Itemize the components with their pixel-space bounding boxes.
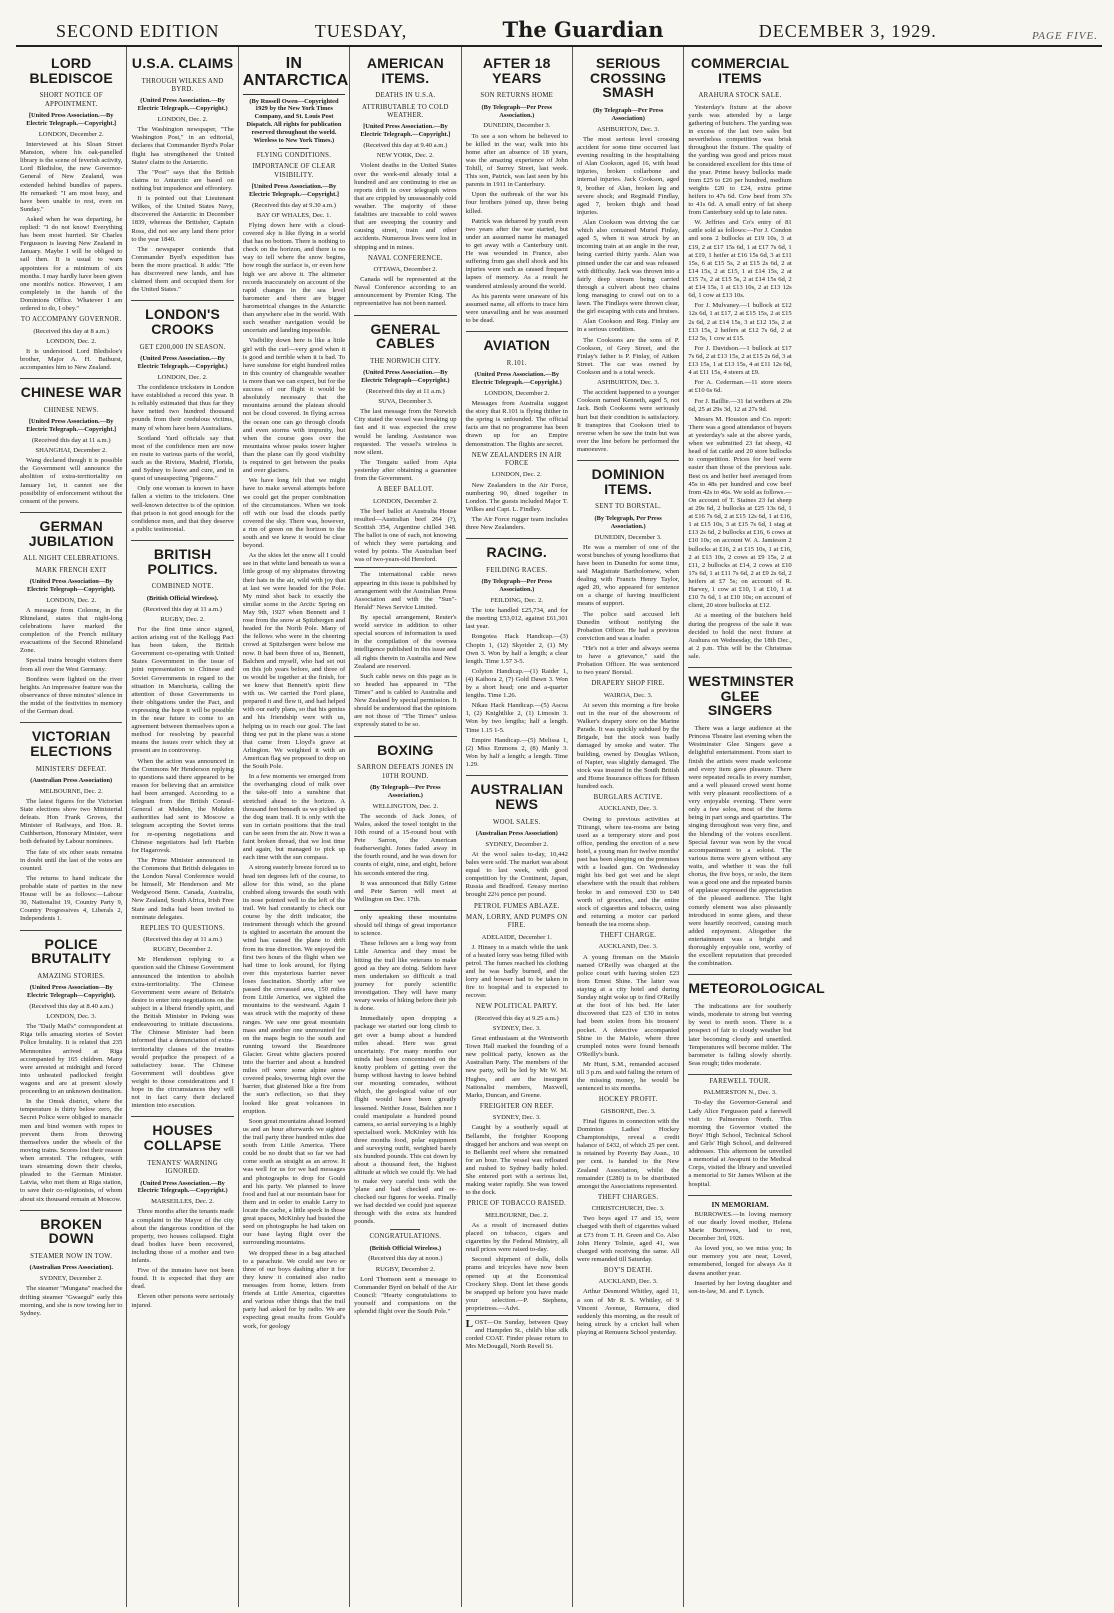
dateline: AUCKLAND, Dec. 3. (598, 805, 658, 813)
received-line: (Received this day at 11 a.m.) (366, 388, 445, 396)
subheading: IN MEMORIAM. (711, 1199, 769, 1209)
paragraph: The returns to hand indicate the probable state of parties in the new House will be as follows:—Labour 30, Nationalist 19, Country Party 9, Country Progressives 4, Liberals 2, Independents 1. (20, 874, 123, 923)
paragraph: The beef ballot at Australia House resulted—Australian beef 264 (?), Scottish 354, Argentine chilled 348. The ballot is one of each, not knowing of which they were partaking and voted by points. The Australian beef was of two-years-old Hereford. (354, 507, 457, 564)
article-racing (466, 542, 568, 776)
paragraph: The Tongatu sailed from Apia yesterday after obtaining a guarantee from the Government. (354, 458, 457, 483)
dateline: SYDNEY, Dec. 3. (492, 1024, 541, 1032)
paragraph: Empire Handicap.—(5) Melissa 1, (2) Miss Emmons 2, (8) Manly 3. Won by half a length; a length. Time 1.29. (465, 736, 568, 769)
subheading: NEW ZEALANDERS IN AIR FORCE (471, 451, 562, 468)
paragraph: Alan Cookson was driving the car which also contained Muriel Finlay, aged 5, when it was struck by an incoming train at an angle in the rear, being carried thirty yards. Alan was pinned under the car and was released with difficulty. Jack was thrown into a fairly deep stream being carried through a culvert about two chains long managing to crawl out on to a lawn. The Findlays were thrown clear, the girl escaping with cuts and bruises. (576, 219, 680, 316)
classified-lost-coat (466, 1315, 568, 1351)
dateline: LONDON, December 2. (484, 389, 550, 397)
article-londons-crooks (131, 304, 233, 541)
article-american-items (354, 53, 456, 316)
paragraph: Three months after the tenants made a complaint to the Mayor of the city about the dangerous condition of the property, two houses collapsed. Eight dead bodies have been recovered, including those of a mother and two infants. (131, 1208, 234, 1265)
article-meteorological (688, 978, 825, 1075)
paragraph: Visibility down here is like a little girl with the curl—very good when it is good and terrible when it is bad. To have sunshine for eight hundred miles in this country of changeable weather is more than we can expect, but for the success of our flight it would be absolutely necessary that the mountains around the plateau should not be cloud covered. In flying across the ocean one can go through clouds and even storms with impunity, but when the course goes over the mountains whose peaks tower higher than the plane can fly good visibility is required to get between the peaks and over glaciers. (242, 337, 346, 475)
headline: RACING. (486, 544, 548, 561)
headline: AMERICAN ITEMS. (366, 55, 444, 86)
dateline: LONDON, December 2. (38, 130, 104, 138)
column-1 (16, 47, 127, 1607)
paragraph: Asked when he was departing, he replied: "I do not know! Everything has been most hurried. Sir Charles Fergusson is leaving New Zealand in January. Maybe I will be obliged to sail then. It is usual to warn appointees for a minimum of six months. I may hardly have been given one month's notice. However, I am completely in the hands of the Dominions Office. Whatever I am ordered to do, I obey." (20, 215, 123, 313)
credit-line: (British Official Wireless). (146, 594, 219, 602)
headline: IN ANTARCTICA (243, 53, 345, 95)
subheading: THEFT CHARGES. (597, 1193, 659, 1201)
dateline: PALMERSTON N., Dec. 3. (703, 1089, 777, 1097)
dateline: WAIROA, Dec. 3. (603, 691, 653, 699)
credit-line: (By Telegraph—Per Press Association.) (370, 783, 441, 799)
headline: DOMINION ITEMS. (591, 466, 665, 497)
subheading: FAREWELL TOUR. (709, 1077, 771, 1085)
paragraph: The police said accused left Dunedin without notifying the Probation Officer. He had a previous conviction and was a loafer. (576, 610, 680, 642)
paragraph: Five of the inmates have not been found. It is expected that they are dead. (131, 1267, 234, 1291)
article-boxing (354, 740, 456, 911)
paragraph: As the skies let the snow all I could see in that white land beneath us was a little group of my shipmates throwing their hats in the air, wild with joy that at last we were headed for the Pole. My mind shot back to exactly the similar scene in the Arctic Spring on May 9th, 1927 when Bennett and I rose from the snow at Spitzbergen and headed for the North Pole. Many of the fellows who were in the cheering crowd at Spitzbergen were below me now. It had been three of us, Bennett, Balchen and myself, who had set out on this job years before, and three of us would be together at the finish, for we knew that Bennett's spirit flew with us. We carried the Ford plane, prepared it and flew it, and had helped with our early plans, so that his genius and his friendship were with us, helping us to reach our goal. The last thing we put in the plane was a stone that came from Lloyd's grave at Arlington. We weighted it with an American flag we proposed to drop on the South Pole. (242, 552, 346, 771)
article-serious-crossing-smash (577, 53, 679, 461)
paragraph: By special arrangement, Reuter's world service in addition to other special sources of information is used in the compilation of the oversea intelligence published in this issue and all rights therein in Australia and New Zealand are reserved. (354, 614, 457, 670)
paragraph: The tote handled £25,734, and for the meeting £53,012, against £61,301 last year. (465, 607, 568, 631)
credit-line: (United Press Association.—By Electric Telegraph.—Copyright.) (137, 97, 228, 113)
paragraph: Mr Henderson replying to a question said the Chinese Government announced the intention to abolish extra-territoriality. The Chinese Government were aware of Britain's desire to enter into negotiations on the subject in a liberal friendly spirit, and the British Minister in Peking was endeavouring to initiate discussions. The Chinese Minister had been informed that a denunciation of extra-territoriality clauses of the treaties would prejudice the prospect of a satisfactory issue. The Chinese Government will doubtless give weight to those considerations and I hope in the circumstances they will not in fact carry their declared intention into execution. (131, 956, 234, 1110)
subheading: GET £200,000 IN SEASON. (139, 343, 226, 351)
column-4 (350, 47, 461, 1607)
subheading: MINISTERS' DEFEAT. (35, 765, 107, 773)
paragraph: He was a member of one of the worst bunches of young hoodlums that have been in Dunedin for some time, said Magistrate Bartholomew, when dealing with Francis Henry Taylor, aged 20, who appeared for sentence on a charge of having insufficient means of support. (576, 543, 680, 608)
paragraph: The accident happened to a younger Cookson named Kenneth, aged 5, not Jack. Both Cooksons were seriously hurt but their condition is satisfactory. It transpires that Cookson tried to reverse when he saw the train but was over the line before he performed the manoeuvre. (576, 389, 680, 453)
dateline: DUNEDIN, December 3. (483, 122, 551, 130)
paragraph: At the wool sales to-day, 10,442 bales were sold. The market was about equal to last week, with good competition by the Continent, Japan, Russia and Bradford. Greasy merino brought 22¼ pence per pound. (465, 850, 568, 899)
credit-line: (United Press Association.—By Electric Telegraph—Copyright.) (361, 369, 450, 385)
credit-line: [United Press Association.—By Electric Telegraph.—Copyright.] (360, 123, 451, 139)
paragraph: We have long felt that we might have to make several attempts before we could get the proper combination of the circumstances. When we took off with our load the clouds partly covered the sky. There was, however, a rim of green on the horizon to the south and we knew it would be clear beyond. (242, 477, 346, 550)
dateline: MELBOURNE, Dec. 2. (485, 1211, 549, 1219)
subheading: NEW POLITICAL PARTY. (475, 1003, 558, 1011)
credit-line: (United Press Association—By Electric Telegraph—Copyright). (26, 984, 116, 1000)
paragraph: Patrick was debarred by youth even two years after the war started, but under an assumed name he managed to get away with a Canterbury unit. He was wounded in France, also suffering from gas shell shock and his injuries were such as caused frequent lapses of memory. As a result he wandered aimlessly around the world. (465, 217, 568, 290)
paragraph: It was announced that Billy Grime and Pete Sarron will meet at Wellington on Dec. 17th. (354, 879, 457, 903)
subheading: IMPORTANCE OF CLEAR VISIBILITY. (252, 163, 336, 179)
paragraph: The Washington newspaper, "The Washington Post," in an editorial, declares that Commander Byrd's Polar flight has strengthened the United States' claim to the Antarctic. (131, 126, 234, 166)
paragraph: The latest figures for the Victorian State elections show two Ministerial defeats. Hon Frank Groves, the Minister of Railways, and Hon. R. Cuthbertson, Honorary Minister, were both defeated by Labour nominees. (20, 797, 123, 846)
subheading: SON RETURNS HOME (480, 92, 554, 100)
article-after-18-years (466, 53, 568, 332)
article-police-brutality (20, 934, 122, 1211)
paragraph: The confidence tricksters in London have established a record this year. It is reliably estimated that thus far they have netted two hundred thousand pounds from their credulous victims, many of whom have been Australians. (131, 384, 234, 432)
received-line: (Received this day at 9.40 a.m.) (363, 142, 448, 150)
columns (16, 47, 1102, 1607)
dateline: CHRISTCHURCH, Dec. 3. (591, 1205, 665, 1213)
subheading: TENANTS' WARNING IGNORED. (147, 1159, 218, 1176)
headline: METEOROLOGICAL (688, 980, 825, 997)
paragraph: Caught by a southerly squall at Bellambi, the freighter Koopong dragged her anchors and was swept on to Bellambi reef where she remained for an hour. The vessel was refloated and rushed to Sydney badly holed. She entered port with a serious list, making water rapidly. She was towed to the dock. (465, 1124, 568, 1197)
paragraph: To-day the Governor-General and Lady Alice Fergusson paid a farewell visit to Palmerston North. This morning the Governor visited the Boys' High School, Technical School and Girls' High School, and delivered addresses. This afternoon he unveiled a memorial at Awapuni to the Medical Corps, visited the library and unveiled a memorial to Sir James Wilson at the hospital. (688, 1099, 792, 1188)
article-german-jubilation (20, 516, 122, 723)
dateline: WELLINGTON, Dec. 2. (372, 802, 439, 810)
dateline: GISBORNE, Dec. 3. (600, 1107, 656, 1115)
article-usa-claims (131, 53, 233, 301)
credit-line: (By Telegraph, Per Press Association.) (594, 514, 662, 530)
paragraph: Only one woman is known to have fallen a victim to the tricksters. One well-known detective is of the opinion that prison is not good enough for the confidence men, and that they deserve a public testimonial. (131, 485, 234, 533)
paragraph: Special trains brought visitors there from all over the West Germany. (20, 657, 123, 673)
paragraph: Great enthusiasm at the Wentworth Town Hall marked the founding of a new political party, known as the Australian Party. The members of the new party, will be led by Mr W. M. Hughes, and are the insurgent Nationalist members, Maxwell, Marks, Duncan, and Greene. (465, 1035, 568, 1099)
headline: HOUSES COLLAPSE (143, 1122, 222, 1154)
headline: COMMERCIAL ITEMS (690, 55, 790, 86)
subheading: ATTRIBUTABLE TO COLD WEATHER. (361, 103, 449, 120)
article-westminster-glee-singers (688, 671, 794, 975)
subheading: THROUGH WILKES AND BYRD. (141, 77, 224, 94)
subheading: R.101. (506, 359, 527, 367)
dateline: ADELAIDE, December 1. (481, 933, 552, 941)
paragraph: As loved you, so we miss you; In our memory you are near, Loved, remembered, longed for always As it dawns another year. (688, 1245, 792, 1277)
subheading: AMAZING STORIES. (37, 972, 106, 980)
column-2 (127, 47, 238, 1607)
paragraph: Nikau Hack Handicap.—(5) Ascoa 1, (2) Knightlike 2, (1) Limosin 3. Won by two lengths; half a length. Time 1.15 1-5. (465, 702, 568, 734)
paragraph: The Prime Minister announced in the Commons that British delegates to the London Naval Conference would be himself, Mr Henderson and Mr Wedgwood Benn. Canada, Australia, New Zealand, South Africa, Irish Free State and India had been invited to nominate delegates. (131, 856, 234, 921)
headline: BOXING (377, 741, 434, 758)
paragraph: These fellows are a long way from Little America and they must be hitting the trail like veterans to make good as they are doing. Seldom have men undertaken so difficult a trail journey for purely scientific investigation. They will have many weary weeks of hiking before their job is done. (354, 940, 457, 1013)
paragraph: For J. Baillie.—31 fat wethers at 29s 6d, 25 at 29s 3d, 12 at 27s 9d. (688, 397, 792, 413)
dateline: AUCKLAND, Dec. 3. (598, 943, 658, 951)
paragraph: Arthur Desmond Whitley, aged 11, a son of Mr R. S. Whitley, of 9 Vincent Avenue, Remuera, died suddenly this morning, as the result of being struck by a cricket ball when playing at Remuera School yesterday. (576, 1288, 680, 1337)
paragraph: When the action was announced in the Commons Mr Henderson replying to questions said there appeared to be reason for believing that an armistice had been arranged. According to a telegram from the British Consul-General at Mukden, the Mukden authorities had sent to Moscow a telegram accepting the Soviet terms for re-opening negotiations and Chinese negotiators had left Harbin for Hagarovsk. (131, 757, 234, 854)
dateline: SYDNEY, December 2. (39, 1275, 103, 1283)
credit-line: (By Russell Owen—Copyrighted 1929 by the New York Times Company, and St. Louis Post Dispatch. All rights for publication reserved throughout the world. Wireless to New York Times.) (246, 97, 342, 144)
subheading: CHINESE NEWS. (43, 406, 99, 414)
paragraph: The indications are for southerly winds, moderate to strong but veering by west to north soon. There is a prospect of fair to cloudy weather but later becoming cloudy and unsettled. Temperatures will become milder. The barometer is falling slowly shortly. Seas rough; tides moderate. (688, 1003, 792, 1067)
article-general-cables (354, 319, 456, 737)
page-number: PAGE FIVE. (1031, 30, 1098, 42)
article-aviation (466, 335, 568, 539)
paragraph: A young fireman on the Maiolo named O'Reilly was charged at the police court with having stolen £23 from Ernest Shine. The latter was staying at a city hotel and during Sunday night woke up to find O'Reilly at the foot of his bed. He later discovered that £23 of £30 in notes had been stolen from his trousers' pocket. A detective accompanied Shine to the Maiolo, where three crumpled notes were found beneath O'Reilly's bunk. (576, 953, 680, 1058)
headline: POLICE BRUTALITY (31, 935, 112, 967)
paragraph: The fate of six other seats remains in doubt until the last of the votes are counted. (20, 848, 123, 872)
paragraph: Scotland Yard officials say that most of the confidence men are now en route to various parts of the world, such as the Riviera, Madrid, Florida, and Sydney to leave and cure, and in quest of unsuspecting "pigeons." (131, 434, 234, 483)
paragraph: A strong easterly breeze forced us to head ten degrees left of the course, to allow for this wind, so the plane crabbed along towards the south with its nose pointed well to the left of the trail. We had constantly to check our course by the drift indicator, the instrument through which the ground is sighted to ascertain the amount the wind has caused the plane to drift from its true direction. We enjoyed the first two hours of the flight when we had time to look around, for flying over this mysterious barrier never loses fascination. Shortly after we passed the crevassed area, 150 miles from Little America, we sighted the mountains to the westward. Again I was struck with the majority of these ranges. We saw one great mountain mass and another one unmounted for on the maps begin to the south and running toward the Beardmore Glacier. Great white glaciers poured into the barrier and about a hundred miles off were some alpine snow covered peaks, towering high over the barrier, that glistened like a fire from the sun's reflection, so that they looked like great volcanoes in eruption. (242, 864, 346, 1115)
received-line: (Received this day at 9.30 a.m.) (252, 201, 336, 209)
paragraph: Messrs M. Houston and Co. report: There was a good attendance of buyers at yesterday's sale at the above yards, when we submitted 23 fat sheep, 42 head of fat cattle and 20 store bullocks to competition. Prices for beef were easier than those of the previous sale. Best ox and heifer beef averaged from 45s to 48s per hundred and cow beef from 42s to 46s. We sold as follows.—On account of T. Staines 23 fat sheep at 29s 6d, 2 bullocks at £25 13s 6d, 1 at £16 7s 6d, 2 at £15 12s 6d, 1 at £16, 1 at £15 10s, 3 at £15 7s 6d, 1 stag at £13 2s 6d, 2 bullocks at £16, 6 cows at £10 10s; on account W. A. Jamieson 2 bullocks at £16, 2 at £15 10s, 1 at £16, 2 at £13 10s, 2 cows at £9 15s, 2 at £11, 2 bullocks at £14, 2 cows at £10 17s 6d, 1 at £11 7s 6d, 2 at £9 2s 6d, 2 heifers at £7 5s; on account of R. Harvey, 1 cow at £10, 1 at £10, 1 at £10 7s 6d, 1 at £10 10s; on account of client, 20 store bullocks at £12. (688, 415, 792, 610)
paragraph: Bonfires were lighted on the river heights. An impressive feature was the observance of three minutes' silence in the midst of the festivities in memory of the German dead. (20, 675, 123, 716)
subheading: SARRON DEFEATS JONES IN 10TH ROUND. (357, 764, 454, 780)
paragraph: Yesterday's fixture at the above yards was attended by a large gathering of butchers. The yarding was in excess of the last two sales but nevertheless competition was brisk throughout the fixture. The quality of the yarding was good and prices must be considered excellent for this time of the year. Prime heavy bullocks made from £25 to £26 per hundred, medium weights £20 to £24, extra prime heifers to 47s 6d. Cow beef from 37s to 41s 6d. A small entry of fat sheep from Canterbury sold up to late rates. (688, 103, 792, 217)
subheading: MAN, LORRY, AND PUMPS ON FIRE. (466, 913, 568, 930)
credit-line: [United Press Association.—By Electric Telegraph.—Copyright.] (248, 182, 339, 198)
received-line: (Received this day at 11 a.m.) (143, 936, 222, 944)
paragraph: BURROWES.—In loving memory of our dearly loved mother, Helena Marie Burrowes, laid to rest, December 3rd, 1926. (688, 1210, 792, 1243)
subheading: BOY'S DEATH. (603, 1267, 653, 1274)
drop-cap: L (465, 1318, 473, 1331)
credit-line: (By Telegraph—Per Press Association) (592, 107, 664, 122)
dateline: BAY OF WHALES, Dec. 1. (256, 211, 332, 219)
dateline: LONDON, Dec. 2. (157, 373, 208, 381)
paragraph: The newspaper contends that Commander Byrd's expedition has been the more practical. It adds: "He has discovered new lands, and has claimed them and occupied them for the United States." (131, 245, 234, 294)
paragraph: The "Daily Mail's" correspondent at Riga tells amazing stories of Soviet Police brutality. It is related that 235 Mennonites arrived at Riga accompanied by 165 children. Many were arrested at midnight and forced into unheated padlocked freight wagons and are at present slowly proceeding to an unknown destination. (20, 1023, 123, 1096)
paragraph: J. Hinsey in a match while the tank of a heated lorry was being filled with petrol. The fumes reached his clothing and he was badly burned, and the lorry and bowser had to be taken in fire to hospital and is expected to recover. (465, 943, 568, 1000)
subheading: CONGRATULATIONS. (369, 1233, 442, 1241)
paragraph: Flying down here with a cloud-covered sky is like flying in a world that has no bottom. There is nothing to check on the horizon, and there is no way to tell where the snow begins, how rough the surface is, or even how high we are above it. The altimeter records inaccurately on account of the rapid changes in the sea level barometer and there are bigger barometrical changes in the Antarctic than anywhere else in the world. With such weather navigation would be uncertain and landing impossible. (242, 221, 346, 335)
credit-line: (Australian Press Association). (29, 1264, 113, 1272)
headline: SERIOUS CROSSING SMASH (590, 55, 667, 101)
dateline: ASHBURTON, Dec. 3. (597, 125, 660, 133)
paragraph: Second shipment of dolls, dolls prams and tricycles have now been opened up at the Economical Crockery Shop. Dont let these goods be snapped up before you have made your selection.—P. Stephens, proprietress.—Advt. (465, 1256, 568, 1312)
received-line: (Received this day at 8 a.m.) (33, 327, 109, 335)
article-dominion-items (577, 464, 679, 1337)
dateline: MELBOURNE, Dec. 2. (39, 787, 103, 795)
credit-line: (United Press Association—By Electric Telegraph—Copyright). (26, 577, 116, 593)
paragraph: The last message from the Norwich City stated the vessel was breaking up fast and it was expected the crew would be landing. Assistance was requested. The vessel's wireless is now silent. (354, 408, 457, 456)
credit-line: (British Official Wireless.) (369, 1244, 442, 1252)
article-victorian-elections (20, 726, 122, 930)
article-lord-bledisloe (20, 53, 122, 379)
headline: CHINESE WAR (20, 384, 122, 401)
subheading: WOOL SALES. (492, 818, 541, 826)
article-australian-news (466, 779, 568, 1351)
credit-line: [United Press Association.—By Electric Telegraph.—Copyright.] (26, 418, 117, 434)
paragraph: At seven this morning a fire broke out in the rear of the showroom of Walker's drapery store on the Marine Parade. It was quickly subdued by the Brigade, but the stock was badly damaged by smoke and water. The building, owned by Douglas Wilson, of Napier, was slightly damaged. The stock was insured in the South British and Home Insurance offices for fifteen hundred each. (576, 701, 680, 790)
subheading: FREIGHTER ON REEF. (479, 1102, 554, 1110)
subheading: FLYING CONDITIONS. (256, 151, 332, 159)
paragraph: Final figures in connection with the Dominion Ladies' Hockey Championships, reveal a credit balance of £432, of which 25 per cent. is retained by Poverty Bay Assn., 10 per cent. is handed to the New Zealand Association, whilst the remainder (£280) is to be distributed amongst the Associations represented. (576, 1117, 680, 1190)
headline: LORD BLEDISCOE (29, 55, 113, 86)
dateline: SUVA, December 3. (378, 398, 433, 406)
subheading: HOCKEY PROFIT. (598, 1096, 658, 1104)
paragraph: The seconds of Jack Jones, of Wales, asked the towel tonight in the 10th round of a 15-round bout with Pete Sarron, the American featherweight. Jones faded away in the fourth round, and he was down for counts of eight, nine, and eight, before his seconds entered the ring. (354, 812, 457, 877)
paragraph: For J. Davidson.—1 bullock at £17 7s 6d, 2 at £13 15s, 2 at £15 2s 6d, 3 at £13 15s, 1 at £13 15s, 4 at £11 12s 6d, 4 at £11 15s, 4 steers at £9. (688, 344, 792, 377)
issue-day: TUESDAY, (314, 21, 408, 41)
paragraph: New Zealanders in the Air Force, numbering 90, dined together in London. The guests included Major T. Wilkes and Capt. L. Findley. (465, 481, 568, 513)
dateline: AUCKLAND, Dec. 3. (598, 1278, 658, 1286)
paragraph: In a few moments we emerged from the overhanging cloud of milk over the take-off into a sunshine that stretched ahead to the horizon. A thousand feet beneath us we picked up the dog team trail. It is only with the sun in certain positions that the trail can be seen from the air. Now it was a faint broken thread, that we lost time and again, but managed to pick up each time with the sun compass. (242, 773, 346, 862)
dateline: LONDON, Dec. 2. (491, 471, 542, 479)
subheading: NAVAL CONFERENCE. (367, 254, 443, 262)
headline: AVIATION (483, 337, 550, 354)
dateline: OTTAWA, December 2. (373, 265, 438, 273)
classified-text: OST—On Sunday, between Quay and Hampden St., child's blue silk corded COAT. Finder please return to Mrs McDougall, North Revell St. (465, 1319, 568, 1350)
paragraph: Alan Cookson and Reg. Finlay are in a serious condition. (576, 318, 680, 334)
paragraph: Lord Thomson sent a message to Commander Byrd on behalf of the Air Council: "Hearty congratulations to yourself and companions on the splendid flight over the South Pole." (354, 1275, 457, 1316)
received-line: (Received this day at 9.25 a.m.) (474, 1014, 559, 1022)
article-antarctica-continued (354, 914, 456, 1316)
credit-line: (United Press Association.—By Electric Telegraph.—Copyright.) (137, 1179, 228, 1195)
subheading: SENT TO BORSTAL. (595, 503, 662, 511)
in-memoriam-notice (688, 1200, 791, 1296)
received-line: (Received this day at noon.) (368, 1255, 443, 1263)
credit-line: (United Press Association.—By Electric Telegraph.—Copyright.) (471, 371, 562, 387)
dateline: SYDNEY, December 2. (485, 840, 549, 848)
dateline: RUGBY, December 2. (152, 946, 213, 954)
paragraph: Two boys aged 17 and 15, were charged with theft of cigarettes valued at £73 from T. H. Green and Co. Also John Henry Tolmie, aged 41, was charged with receiving the same. All were remanded till Saturday. (576, 1215, 680, 1263)
issue-date: DECEMBER 3, 1929. (758, 21, 937, 41)
dateline: LONDON, Dec. 2. (46, 337, 97, 345)
paragraph: Canada will be represented at the Naval Conference according to an announcement by Premier King. The representative has not been named. (354, 276, 457, 308)
credit-line: (By Telegraph—Per Press Association.) (481, 578, 552, 594)
subheading: DRAPERY SHOP FIRE. (591, 680, 665, 688)
headline: AUSTRALIAN NEWS (470, 781, 564, 812)
paper-logo: The Guardian (502, 17, 664, 42)
paragraph: The "Post" says that the British claims to Antarctic are based on nothing but impudence and effrontery. (131, 168, 234, 193)
paragraph: In the Omsk district, where the temperature is thirty below zero, the Secret Police were obliged to manacle men and bind women with ropes to prevent them from throwing themselves under the wheels of the moving trains. Scores lost their reason when arrested. The refugees, with tears streaming down their cheeks, pleaded to the German Minister. Latvia, who met them at Riga station, to save their co-religionists, of whom about six thousand remain at Moscow. (20, 1098, 123, 1203)
subheading: A BEEF BALLOT. (376, 486, 434, 494)
article-broken-down (20, 1214, 122, 1318)
dateline: LONDON, Dec. 2. (46, 596, 97, 604)
subheading: THEFT CHARGE. (600, 932, 657, 940)
subheading: STEAMER NOW IN TOW. (30, 1253, 113, 1261)
paragraph: The Air Force rugger team includes three New Zealanders. (465, 515, 568, 532)
article-houses-collapse (131, 1120, 233, 1309)
subheading: THE NORWICH CITY. (370, 357, 441, 365)
dateline: RUGBY, Dec. 2. (160, 615, 205, 623)
paragraph: There was a large audience at the Princess Theatre last evening when the Westminster Glee Singers gave a delightful entertainment. From start to finish the artists were made welcome and every item gave pleasure. There were repeated recalls to every number, and a well pleased crowd went home with very pleasant recollections of a very enjoyable evening. There were only a few solos, most of the items being in part songs and quartettes. The singing throughout was very fine, and the blending of the voices excellent. Special favour was won by the vocal accompaniment to a soloist. The various items were given without any waits, and whether it was the full chorus, the five boys, or solo, the item was a good one and the repeated bursts of applause expressed the appreciation of the pleased audience. The light comedy element was also pleasantly introduced in some glees, and these were heartily received, causing much added enjoyment. Altogether the entertainment was a bright and thoroughly enjoyable one, worthy of the excellent reputation that preceded the combination. (688, 725, 792, 968)
column-3 (239, 47, 350, 1607)
article-british-politics (131, 544, 233, 1117)
dateline: SHANGHAI, December 2. (35, 447, 107, 455)
dateline: LONDON, Dec. 2. (157, 116, 208, 124)
paragraph: It is pointed out that Lieutenant Wilkes, of the United States Navy, discovered the Antarctic in December 1839, whereas the Britisher, Captain Ross, did not see any land there prior to the year 1840. (131, 195, 234, 243)
received-line: (Received this day at 8.40 a.m.) (29, 1003, 114, 1011)
paragraph: Interviewed at his Sloan Street Mansion, where his oak-panelled library is the scene of feverish activity, Lord Bledisloe, the new Governor-General of New Zealand, was extended behind bundles of papers. He remarked: "I am most busy, and have been unable to rest, even on Sunday." (20, 140, 123, 213)
headline: GERMAN JUBILATION (28, 517, 114, 549)
article-commercial-items (688, 53, 791, 668)
dateline: ASHBURTON, Dec. 3. (597, 379, 660, 387)
paragraph: Immediately upon dropping a package we started our long climb to get over a bump about a hundred miles ahead. Here was great uncertainty. For many months our minds had been concentrated on the knotty problem of getting over the hump without having to leave behind our mounting comrades, without which, the geological value of our flight would have been greatly lessened. Neither Josse, Balchen nor I could manipulate a hundred pound camera, so aerial surveying is a highly specialised work. McKinley with his three months food, polar equipment and surveying outfit, weighted barely six hundred pounds. This cut down by about a thousand feet, the highest altitude at which we could fly. We had to make very careful tests with the 'plane and had checked and re-checked our figures for weeks. Finally we had decided we could just squeeze through with the extra six hundred pounds. (354, 1015, 457, 1226)
dateline: SYDNEY, Dec. 3. (492, 1114, 541, 1122)
subheading: ARAHURA STOCK SALE. (698, 92, 782, 100)
paragraph: Colyton Handicap.—(1) Raider 1, (4) Kaihora 2, (7) Gold Dawn 3. Won by a short head; one and a-quarter lengths. Time 1.26. (465, 667, 568, 700)
credit-line: (By Telegraph—Per Press Association.) (481, 103, 552, 119)
paragraph: For J. Mulvaney.—1 bullock at £12 12s 6d, 1 at £17, 2 at £15 15s, 2 at £15 2s 6d, 2 at £14 15s, 3 at £12 15s, 2 at £13 15s, 2 heifers at £12 7s 6d, 2 at £12 5s, 1 cow at £15. (688, 302, 792, 342)
paragraph: Eleven other persons were seriously injured. (131, 1293, 234, 1309)
dateline: LONDON, December 2. (372, 497, 438, 505)
subheading: TO ACCOMPANY GOVERNOR. (20, 316, 122, 324)
subheading: MARK FRENCH EXIT (35, 566, 107, 574)
paragraph: It is understood Lord Bledisloe's brother, Major A. H. Bathurst, accompanies him to New Zealand. (20, 347, 123, 372)
paragraph: Messages from Australia suggest the story that R.101 is flying thither in the spring is unfounded. The official facts are that no programme has been drawn up for an Empire demonstration. The flights are secret. (465, 400, 568, 448)
paragraph: The international cable news appearing in this issue is published by arrangement with the Australian Press Association and with the "Sun"-Herald" News Service Limited. (354, 571, 457, 611)
subheading: COMBINED NOTE. (151, 583, 214, 591)
paragraph: We dropped these in a bag attached to a parachute. We could see two or three of our boys dashing after it for they knew it contained also radio messages from home, letters from friends at Little America, cigarettes and various other things that the trail party had asked for by radio. We are expecting great results from Gould's work, for geology (242, 1249, 346, 1330)
headline: LONDON'S CROOKS (145, 306, 221, 338)
paragraph: Rongotea Hack Handicap.—(3) Chopin 1, (12) Skyrider 2, (1) My Own 3. Won by half a length; a clear length. Time 1.57 3-5. (465, 633, 568, 665)
headline: BROKEN DOWN (40, 1215, 103, 1247)
article-in-antarctica (242, 53, 349, 1331)
paragraph: As a result of increased duties placed on tobacco, cigars and cigarettes by the Federal Ministry, all retail prices were raised to-day. (465, 1221, 568, 1254)
dateline: NEW YORK, Dec. 2. (376, 152, 434, 160)
paragraph: To see a son whom he believed to be killed in the war, walk into his home after an absence of 18 years, was the amazing experience of John Tohill, of Surrey Street, last week. This son, Patrick, was last seen by his parents in 1911 in Canterbury. (465, 132, 568, 189)
headline: WESTMINSTER GLEE SINGERS (688, 673, 794, 719)
subheading: FEILDING RACES. (486, 566, 548, 574)
paragraph: As his parents were unaware of his assumed name, all efforts to trace him were unavailing and he was assumed to be dead. (465, 292, 568, 324)
dateline: DUNEDIN, December 3. (594, 533, 662, 541)
subheading: DEATHS IN U.S.A. (375, 92, 436, 100)
column-5 (462, 47, 573, 1607)
paragraph: Owing to previous activities at Titirangi, where tea-rooms are being used as a temporary store and post office, pending the erection of a new hotel, a young man for twelve months' past has been sleeping on the premises with a loaded gun. On Wednesday night his bed got wet and he slept elsewhere with the result that robbers broke in and removed £30 to £40 worth of groceries, and the entire stock of cigarettes and tobacco, using and returning a motor car parked beneath the tea rooms shop. (576, 815, 680, 928)
paragraph: The most serious level crossing accident for some time occurred last evening resulting in the hospitalising of Alan Cookson, aged 16, with head injuries, broken collarbone and internal injuries. Jack Cookson, aged 9, brother of Alan, broken leg and severe shock; and Reginald Findlay, aged 7, broken thigh and head injuries. (576, 135, 680, 216)
paragraph: For A. Cederman.—11 store steers at £10 6s 6d. (688, 379, 792, 395)
paragraph: only speaking these mountains should tell things of great importance to science. (354, 914, 457, 938)
headline: U.S.A. CLAIMS (131, 55, 234, 71)
subheading: REPLIES TO QUESTIONS. (140, 924, 225, 932)
credit-line: [United Press Association.—By Electric Telegraph.—Copyright.] (26, 112, 117, 127)
dateline: MARSEILLES, Dec. 2. (151, 1198, 214, 1206)
article-body (20, 141, 122, 313)
column-7 (684, 47, 825, 1607)
credit-line: (United Press Association.—By Electric Telegraph.—Copyright.) (137, 355, 228, 371)
dateline: RUGBY, December 2. (375, 1265, 435, 1273)
masthead (16, 0, 1102, 47)
paragraph: W. Jeffries and Co's entry of 81 cattle sold as follows:—For J. Condon and sons 2 bullocks at £19 10s, 3 at £19, 2 at £17 15s 6d, 1 at £17 7s 6d, 1 at £19, 1 heifer at £16 15s 6d, 3 at £11 15s, 6 at £15 5s, 2 at £15 2s 6d, 2 at £14 15s, 2 at £15, 1 at £14 15s, 2 at £15 7s, 2 at £15 5s, 2 at £14 15s 6d, 2 at £14 15s, 1 at £13 10s, 2 at £13 12s 6d, 1 cow at £13 10s. (688, 219, 792, 300)
paragraph: Upon the outbreak of the war his four brothers joined up, three being killed. (465, 191, 568, 215)
subheading: ALL NIGHT CELEBRATIONS. (23, 555, 120, 563)
dateline: FEILDING, Dec. 2. (490, 596, 544, 604)
paragraph: At a meeting of the butchers held during the progress of the sale it was decided to hold the next fixture at Arahura on Wednesday, the 18th Dec., at 2 p.m. This will be the Christmas sale. (688, 612, 792, 660)
subheading: PETROL FUMES ABLAZE. (473, 902, 560, 910)
article-chinese-war (20, 382, 122, 513)
paragraph: Mr Hunt, S.M., remanded accused till 3 p.m. and said failing the return of the missing money, he would be sentenced to six months. (576, 1060, 680, 1093)
column-6 (573, 47, 684, 1607)
received-line: (Received this day at 11 a.m.) (31, 436, 111, 444)
paragraph: Inserted by her loving daughter and son-in-law, M. and F. Lynch. (688, 1279, 792, 1295)
paragraph: Wang declared though it is possible the Government will announce the abolition of extra-territoriality on January 1st, it cannot see the possibility of enforcement without the consent of the powers. (20, 457, 123, 505)
headline: AFTER 18 YEARS (482, 55, 551, 86)
received-line: (Received this day at 11 a.m.) (143, 605, 222, 613)
paragraph: For the first time since signed, action arising out of the Kellogg Pact has been taken, the British Government co-operating with United States Government in the issue of joint representation to Chinese and Soviet Governments in regard to the situation in Manchuria, calling the attention of those Governments to their obligations under the Pact, and expressing the hope it will be possible in the near future to come to an agreement between themselves upon a method for resolving by peaceful means the issues over which they at present are in controversy. (131, 625, 234, 755)
credit-line: (Australian Press Association) (30, 776, 113, 784)
edition-label: SECOND EDITION (56, 21, 220, 41)
article-farewell-tour (688, 1078, 791, 1196)
headline: VICTORIAN ELECTIONS (30, 728, 113, 759)
paragraph: Violent deaths in the United States over the week-end already total a hundred and are continuing to rise as reports drift in over telegraph wires that are crippled by unseasonably cold weather. The majority of these fatalities are traceable to cold waves that are sweeping the country and causing street, train and other accidents. Numerous lives were lost in shipping and in mines. (354, 162, 457, 251)
paragraph: "He's not a trier and always seems to have a grievance," said the Probation Officer. He was sentenced to two years' Borstal. (576, 644, 680, 677)
paragraph: The steamer "Mungana" reached the drifting steamer "Gwaegul" early this morning, and she is now towing her to Sydney. (20, 1285, 123, 1317)
subheading: BURGLARS ACTIVE. (593, 794, 663, 802)
subheading: PRICE OF TOBACCO RAISED. (467, 1200, 567, 1208)
paragraph: The Cooksons are the sons of P. Cookson, of Grey Street, and the Finlay's father is P. Finlay, of Aitken Street. The car was owned by Cookson and is a total wreck. (576, 336, 680, 376)
headline: GENERAL CABLES (370, 320, 441, 352)
paragraph: Soon great mountains ahead loomed us and an hour afterwards we sighted the trail party three hundred miles due south from Little America. There could be no doubt that so far we had come south as straight as an arrow. It was well for us for we had messages and photographs to drop for Gould and his party. We planned to leave food and fuel at our mountain base for them and in order to enable Larry to locate the cache, a little speck in those great spaces, McKinley had busied the seed on photographs he had taken on our base laying flight over the surrounding mountains. (242, 1117, 346, 1247)
headline: BRITISH POLITICS. (147, 546, 218, 577)
credit-line: (Australian Press Association) (475, 829, 558, 837)
paragraph: Such cable news on this page as is so headed has appeared in "The Times" and is cabled to Australia and New Zealand by special permission. It should be understood that the opinions are not those of "The Times" unless expressly stated to be so. (354, 672, 457, 729)
dateline: LONDON, Dec. 3. (46, 1013, 97, 1021)
paragraph: A message from Coleone, in the Rhineland, states that night-long celebrations have marked the completion of the French military evacuations of the Second Rhineland Zone. (20, 606, 123, 655)
subheading: SHORT NOTICE OF APPOINTMENT. (39, 92, 103, 108)
